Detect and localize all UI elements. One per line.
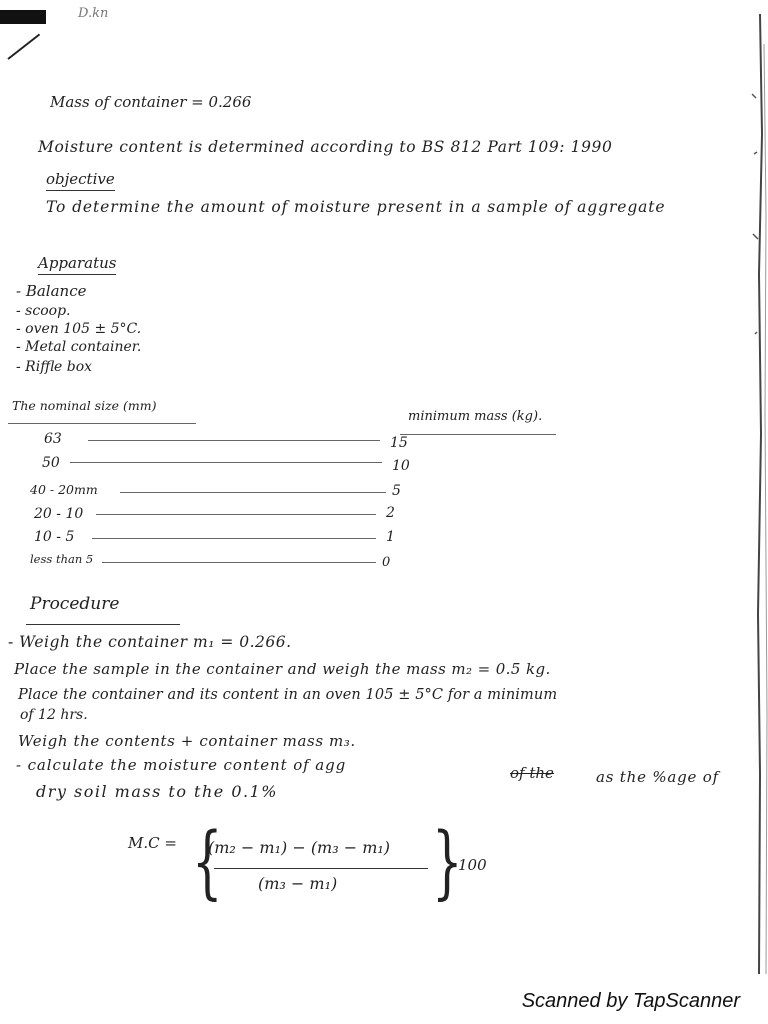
formula-lhs: M.C = bbox=[128, 834, 177, 852]
table-size-cell: 10 - 5 bbox=[34, 529, 75, 545]
table-mass-cell: 5 bbox=[392, 483, 401, 499]
formula-numerator: (m₂ − m₁) − (m₃ − m₁) bbox=[208, 838, 391, 857]
table-leader-line bbox=[70, 462, 382, 463]
struck-text: of the bbox=[510, 764, 554, 782]
page-edge-shadow bbox=[742, 14, 768, 974]
objective-text: To determine the amount of moisture present in a sample of aggregate bbox=[46, 198, 666, 216]
procedure-step: - calculate the moisture content of agg bbox=[16, 756, 347, 774]
procedure-step: Place the container and its content in an oven 105 ± 5°C for a minimum bbox=[18, 687, 558, 703]
scan-artifact-bar bbox=[0, 10, 46, 24]
table-mass-cell: 15 bbox=[390, 435, 408, 451]
table-header-rule bbox=[8, 423, 196, 424]
formula-fraction-bar bbox=[214, 868, 428, 869]
table-mass-cell: 2 bbox=[386, 505, 395, 521]
table-leader-line bbox=[92, 538, 376, 539]
table-header-rule bbox=[400, 434, 556, 435]
procedure-step: Weigh the contents + container mass m₃. bbox=[18, 732, 356, 750]
table-size-cell: 40 - 20mm bbox=[30, 482, 98, 497]
container-mass-line: Mass of container = 0.266 bbox=[50, 93, 252, 111]
header-scribble: D.kn bbox=[78, 6, 109, 21]
apparatus-item: - oven 105 ± 5°C. bbox=[16, 321, 142, 337]
scanner-watermark: Scanned by TapScanner bbox=[521, 990, 740, 1012]
table-mass-cell: 1 bbox=[386, 529, 395, 545]
table-col2-header: minimum mass (kg). bbox=[408, 409, 543, 424]
formula-factor: 100 bbox=[458, 856, 487, 874]
objective-heading: objective bbox=[46, 172, 115, 191]
table-mass-cell: 10 bbox=[392, 458, 410, 474]
table-mass-cell: 0 bbox=[382, 555, 391, 570]
table-size-cell: 63 bbox=[44, 431, 62, 447]
table-size-cell: 20 - 10 bbox=[34, 506, 84, 522]
pen-slash-mark bbox=[7, 34, 40, 60]
table-col1-header: The nominal size (mm) bbox=[12, 398, 157, 413]
table-size-cell: less than 5 bbox=[30, 552, 94, 566]
apparatus-item: - Riffle box bbox=[16, 359, 93, 375]
table-leader-line bbox=[120, 492, 386, 493]
procedure-step: dry soil mass to the 0.1% bbox=[36, 782, 278, 801]
formula-right-brace: } bbox=[432, 815, 463, 908]
procedure-step: as the %age of bbox=[596, 768, 719, 786]
procedure-heading: Procedure bbox=[30, 594, 120, 614]
apparatus-item: - scoop. bbox=[16, 303, 71, 319]
apparatus-item: - Metal container. bbox=[16, 339, 142, 355]
table-size-cell: 50 bbox=[42, 455, 60, 471]
table-leader-line bbox=[96, 514, 376, 515]
apparatus-heading: Apparatus bbox=[38, 256, 116, 275]
procedure-step: Place the sample in the container and weigh the mass m₂ = 0.5 kg. bbox=[14, 660, 551, 678]
standard-line: Moisture content is determined according to BS 812 Part 109: 1990 bbox=[38, 138, 613, 156]
procedure-step: - Weigh the container m₁ = 0.266. bbox=[8, 633, 292, 651]
formula-left-brace: { bbox=[192, 815, 223, 908]
procedure-step: of 12 hrs. bbox=[20, 707, 88, 723]
apparatus-item: - Balance bbox=[16, 282, 87, 300]
procedure-underline bbox=[26, 624, 180, 625]
table-leader-line bbox=[102, 562, 376, 563]
table-leader-line bbox=[88, 440, 380, 441]
formula-denominator: (m₃ − m₁) bbox=[258, 874, 338, 893]
